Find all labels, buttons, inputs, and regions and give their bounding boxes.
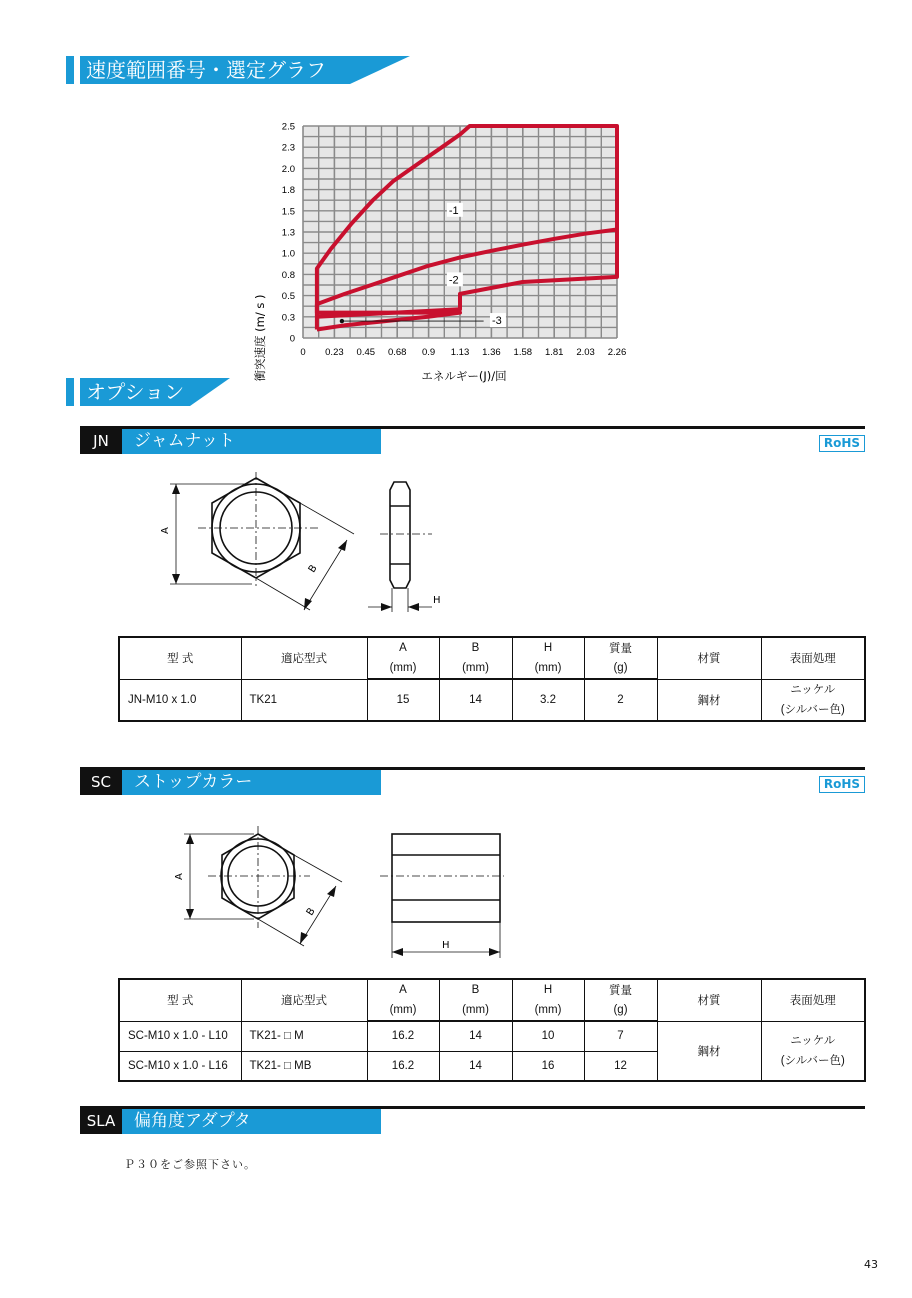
sc-name: ストップカラー [122, 770, 381, 795]
y-tick-label: 1.8 [281, 185, 295, 197]
unit-h: (mm) [512, 1000, 584, 1021]
col-material: 材質 [657, 979, 761, 1021]
x-tick-label: 2.26 [607, 347, 627, 358]
col-fit: 適応型式 [241, 979, 367, 1021]
cell-a: 15 [367, 679, 439, 721]
col-a: A [367, 637, 439, 658]
y-tick-label: 2.3 [281, 142, 295, 154]
table-row [119, 679, 865, 721]
banner-marker [66, 378, 74, 406]
rohs-badge: RoHS [819, 435, 865, 452]
x-tick-label: 0.23 [325, 347, 344, 358]
jn-code: JN [80, 429, 122, 454]
x-tick-label: 0.9 [421, 347, 436, 358]
y-tick-label: 1.3 [281, 227, 295, 239]
table-row [119, 1021, 865, 1051]
side-view-outline [392, 834, 500, 922]
sla-header [80, 1106, 865, 1134]
leader-dot [340, 319, 344, 323]
options-section-title: オプション [80, 378, 190, 406]
cell-material: 鋼材 [657, 1021, 761, 1081]
cell-finish [761, 679, 865, 721]
cell-h: 3.2 [512, 679, 584, 721]
cell-fit: TK21- □ M [241, 1021, 367, 1051]
x-tick-label: 1.13 [450, 347, 470, 358]
y-tick-label: 2.0 [281, 163, 295, 175]
sc-code: SC [80, 770, 122, 795]
finish-line-2: (シルバー色) [780, 1054, 845, 1067]
col-b: B [439, 637, 512, 658]
col-a: A [367, 979, 439, 1000]
y-tick-label: 1.0 [281, 248, 295, 260]
sla-name: 偏角度アダプタ [122, 1109, 381, 1134]
finish-line-1: ニッケル [790, 1034, 836, 1047]
options-section-banner [66, 378, 236, 406]
cell-h: 10 [512, 1021, 584, 1051]
col-mass: 質量 [584, 637, 657, 658]
sc-header [80, 767, 865, 795]
graph-section-banner [66, 56, 411, 84]
x-tick-label: 1.36 [482, 347, 501, 358]
series-label-1: -1 [448, 204, 459, 217]
y-axis-label: 衝突速度 (m/ s ) [253, 294, 267, 382]
graph-section-title: 速度範囲番号・選定グラフ [80, 56, 350, 84]
col-fit: 適応型式 [241, 637, 367, 679]
cell-model: SC-M10 x 1.0 - L10 [119, 1021, 241, 1051]
rohs-badge: RoHS [819, 776, 865, 793]
y-tick-label: 0.5 [281, 291, 295, 303]
unit-mass: (g) [584, 658, 657, 679]
dim-b-label: B [306, 563, 320, 575]
finish-line-2: (シルバー色) [780, 703, 845, 716]
col-model: 型 式 [119, 979, 241, 1021]
y-tick-label: 0.8 [281, 269, 295, 281]
cell-h: 16 [512, 1051, 584, 1081]
jn-name: ジャムナット [122, 429, 381, 454]
cell-a: 16.2 [367, 1051, 439, 1081]
x-tick-label: 1.81 [544, 347, 564, 358]
col-mass: 質量 [584, 979, 657, 1000]
unit-b: (mm) [439, 1000, 512, 1021]
sla-code: SLA [80, 1109, 122, 1134]
x-tick-label: 1.58 [513, 347, 533, 358]
series-label-3: -3 [491, 315, 502, 328]
cell-model: JN-M10 x 1.0 [119, 679, 241, 721]
unit-mass: (g) [584, 1000, 657, 1021]
y-tick-label: 0.3 [281, 312, 295, 324]
cell-a: 16.2 [367, 1021, 439, 1051]
x-tick-label: 2.03 [576, 347, 595, 358]
cell-fit: TK21- □ MB [241, 1051, 367, 1081]
series-label-2: -2 [448, 274, 459, 287]
cell-b: 14 [439, 679, 512, 721]
stop-collar-drawing [170, 826, 510, 962]
sc-spec-table [118, 978, 866, 1082]
speed-range-chart [240, 110, 640, 390]
banner-marker [66, 56, 74, 84]
cell-mass: 2 [584, 679, 657, 721]
dim-b-label: B [304, 906, 318, 918]
dim-h-label: H [433, 595, 441, 606]
side-view-outline [390, 482, 410, 588]
jam-nut-drawing [150, 470, 460, 620]
cell-b: 14 [439, 1051, 512, 1081]
unit-b: (mm) [439, 658, 512, 679]
jn-spec-table [118, 636, 866, 722]
cell-mass: 12 [584, 1051, 657, 1081]
jn-header [80, 426, 865, 454]
cell-fit: TK21 [241, 679, 367, 721]
unit-a: (mm) [367, 658, 439, 679]
cell-finish [761, 1021, 865, 1081]
page-number: 43 [864, 1258, 878, 1271]
y-tick-label: 1.5 [281, 206, 295, 218]
y-tick-labels [282, 122, 295, 345]
cell-material: 鋼材 [657, 679, 761, 721]
col-h: H [512, 979, 584, 1000]
banner-tail [190, 378, 230, 406]
x-tick-labels [300, 347, 626, 358]
cell-b: 14 [439, 1021, 512, 1051]
col-finish: 表面処理 [761, 979, 865, 1021]
y-tick-label: 0 [289, 333, 295, 345]
y-tick-label: 2.5 [281, 121, 295, 133]
unit-h: (mm) [512, 658, 584, 679]
col-b: B [439, 979, 512, 1000]
dim-a-label: A [174, 873, 185, 880]
finish-line-1: ニッケル [790, 683, 836, 696]
dim-a-label: A [160, 527, 171, 534]
x-tick-label: 0.68 [387, 347, 407, 358]
x-tick-label: 0.45 [356, 347, 376, 358]
sla-note: Ｐ３０をご参照下さい。 [124, 1158, 256, 1171]
dim-h-label: H [442, 940, 450, 951]
x-axis-label: エネルギー(J)/回 [421, 369, 507, 383]
unit-a: (mm) [367, 1000, 439, 1021]
x-tick-label: 0 [300, 347, 306, 358]
cell-model: SC-M10 x 1.0 - L16 [119, 1051, 241, 1081]
cell-mass: 7 [584, 1021, 657, 1051]
col-finish: 表面処理 [761, 637, 865, 679]
col-model: 型 式 [119, 637, 241, 679]
col-h: H [512, 637, 584, 658]
col-material: 材質 [657, 637, 761, 679]
banner-tail [350, 56, 410, 84]
